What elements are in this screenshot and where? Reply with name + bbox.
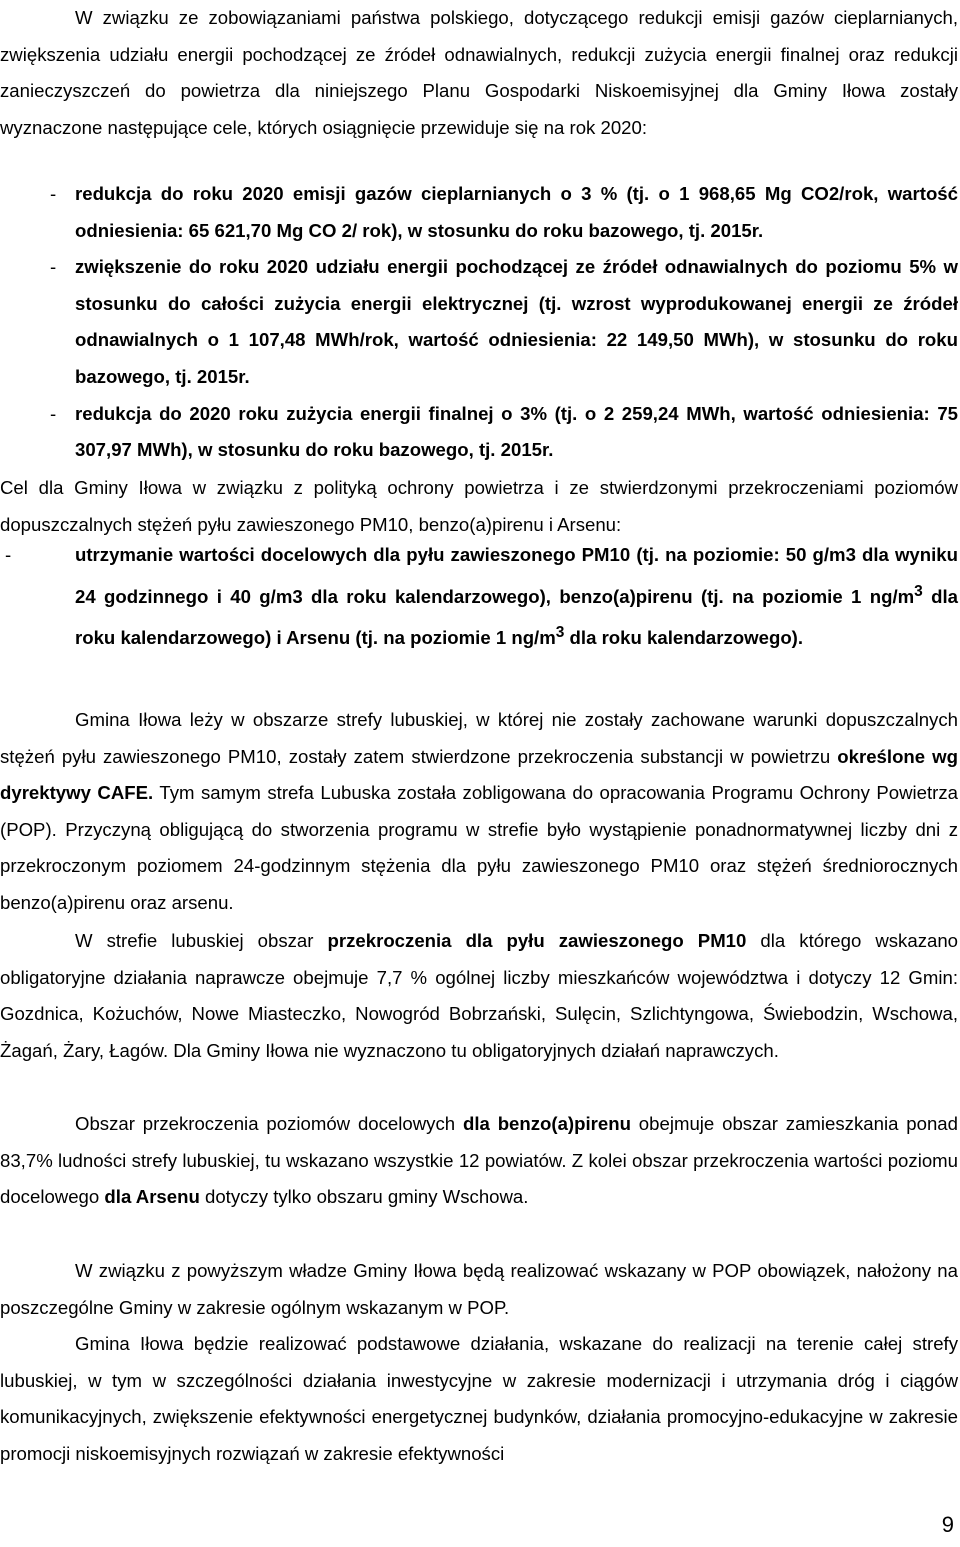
paragraph-text: obejmuje obszar zamieszkania ponad 83,7% ludności strefy lubuskiej, tu wskazano wszystkie 12 powiatów. Z kolei obszar przekroczenia wartości poziomu docelowego	[0, 1113, 958, 1208]
superscript: 3	[555, 624, 565, 642]
paragraph-text: Gmina Iłowa leży w obszarze strefy lubuskiej, w której nie zostały zachowane warunki dopuszczalnych stężeń pyłu zawieszonego PM10, zostały zatem stwierdzone przekroczenia substancji w powietrzu	[0, 709, 958, 767]
bold-text: przekroczenia dla pyłu zawieszonego PM10	[327, 930, 747, 951]
paragraph-benzo	[0, 1106, 958, 1216]
air-goal-text-3: dla roku kalendarzowego).	[564, 627, 804, 649]
superscript: 3	[914, 582, 923, 600]
air-goal-list	[5, 537, 959, 657]
paragraph-text: W strefie lubuskiej obszar	[75, 930, 328, 951]
list-dash: -	[50, 256, 57, 278]
list-item	[50, 249, 958, 395]
goal-text-ghg: redukcja do roku 2020 emisji gazów cieplarnianych o 3 % (tj. o 1 968,65 Mg CO2/rok, wartość odniesienia: 65 621,70 Mg CO 2/ rok), w stosunku do roku bazowego, tj. 2015r.	[75, 183, 958, 241]
paragraph-pop-obligation: W związku z powyższym władze Gminy Iłowa będą realizować wskazany w POP obowiązek, nałożony na poszczególne Gminy w zakresie ogólnym wskazanym w POP.	[0, 1260, 958, 1318]
air-goal-text-2: dla roku kalendarzowego) i Arsenu (tj. na poziomie 1 ng/m	[75, 585, 959, 649]
list-item	[50, 176, 958, 249]
paragraph-text: dla którego wskazano obligatoryjne działania naprawcze obejmuje 7,7 % ogólnej liczby mieszkańców województwa i dotyczy 12 Gmin: Gozdnica, Kożuchów, Nowe Miasteczko, Nowogród Bobrzański, Sulęcin, Szlichtyngowa, Świebodzin, Wschowa, Żagań, Żary, Łagów. Dla Gminy Iłowa nie wyznaczono tu obligatoryjnych działań naprawczych.	[0, 930, 959, 1061]
paragraph-text: Obszar przekroczenia poziomów docelowych	[75, 1113, 463, 1134]
paragraph-actions: Gmina Iłowa będzie realizować podstawowe działania, wskazane do realizacji na terenie całej strefy lubuskiej, w tym w szczególności działania inwestycyjne w zakresie modernizacji i utrzymania dróg i ciągów komunikacyjnych, zwiększenie efektywności energetycznej budynków, działania promocyjno-edukacyjne w zakresie promocji niskoemisyjnych rozwiązań w zakresie efektywności	[0, 1333, 958, 1464]
paragraph-text: dotyczy tylko obszaru gminy Wschowa.	[199, 1186, 529, 1208]
list-item	[5, 537, 959, 657]
air-goal-text-1: utrzymanie wartości docelowych dla pyłu zawieszonego PM10 (tj. na poziomie: 50 g/m3 dla wyniku 24 godzinnego i 40 g/m3 dla roku kalendarzowego), benzo(a)pirenu (tj. na poziomie 1 ng/m	[75, 544, 958, 607]
list-dash: -	[50, 183, 57, 204]
intro-paragraph: W związku ze zobowiązaniami państwa polskiego, dotyczącego redukcji emisji gazów cieplarnianych, zwiększenia udziału energii pochodzącej ze źródeł odnawialnych, redukcji zużycia energii finalnej oraz redukcji zanieczyszczeń do powietrza dla niniejszego Planu Gospodarki Niskoemisyjnej dla Gminy Iłowa zostały wyznaczone następujące cele, których osiągnięcie przewiduje się na rok 2020:	[0, 7, 958, 138]
emission-goals-list	[50, 176, 958, 469]
bold-text: określone wg dyrektywy CAFE.	[0, 745, 959, 804]
paragraph-text: Tym samym strefa Lubuska została zobligowana do opracowania Programu Ochrony Powietrza (POP). Przyczyną obligującą do stworzenia programu w strefie było wystąpienie ponadnormatywnej liczby dni z przekroczonym poziomem 24-godzinnym stężenia dla pyłu zawieszonego PM10 oraz stężeń średniorocznych benzo(a)pirenu oraz arsenu.	[0, 782, 958, 913]
bold-text: dla Arsenu	[104, 1186, 200, 1208]
paragraph-pm10	[0, 923, 958, 1069]
goal-text-renewables: zwiększenie do roku 2020 udziału energii pochodzącej ze źródeł odnawialnych do poziomu 5% w stosunku do całości zużycia energii elektrycznej (tj. wzrost wyprodukowanej energii ze źródeł odnawialnych o 1 107,48 MWh/rok, wartość odniesienia: 22 149,50 MWh), w stosunku do roku bazowego, tj. 2015r.	[75, 256, 958, 387]
paragraph-cafe	[0, 702, 958, 922]
list-dash: -	[50, 402, 57, 424]
goal-text-final-energy: redukcja do 2020 roku zużycia energii finalnej o 3% (tj. o 2 259,24 MWh, wartość odniesienia: 75 307,97 MWh), w stosunku do roku bazowego, tj. 2015r.	[75, 402, 958, 461]
page-number: 9	[941, 1512, 954, 1537]
list-dash: -	[5, 544, 12, 565]
list-item	[50, 396, 958, 469]
air-goal-intro: Cel dla Gminy Iłowa w związku z polityką ochrony powietrza i ze stwierdzonymi przekroczeniami poziomów dopuszczalnych stężeń pyłu zawieszonego PM10, benzo(a)pirenu i Arsenu:	[0, 477, 958, 535]
bold-text: dla benzo(a)pirenu	[462, 1113, 631, 1134]
